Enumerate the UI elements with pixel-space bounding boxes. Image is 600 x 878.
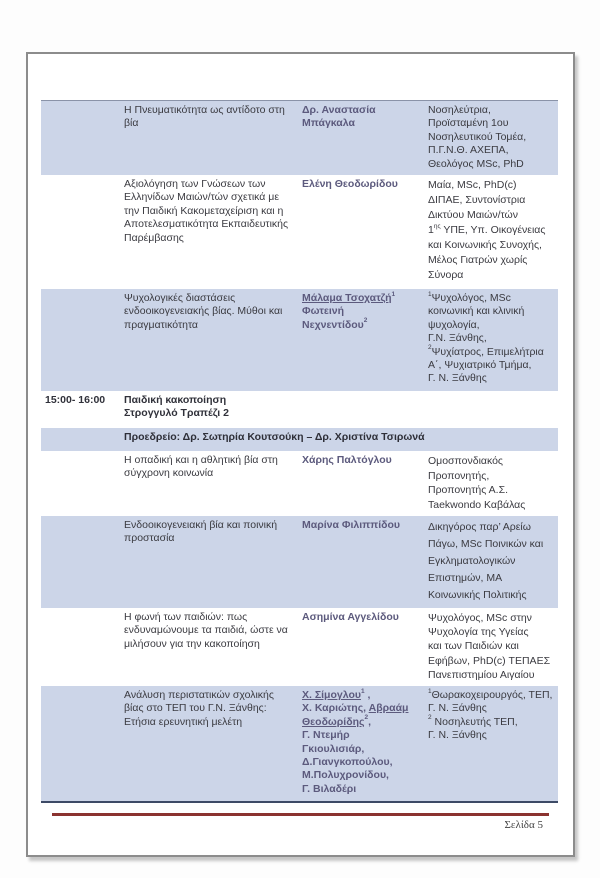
title-cell: Η οπαδική και η αθλητική βία στη σύγχρονη κοινωνία (124, 454, 278, 480)
title-cell: Προεδρείο: Δρ. Σωτηρία Κουτσούκη – Δρ. Χριστίνα Τσιρωνά (124, 431, 425, 444)
talk-row (41, 516, 558, 608)
credentials-cell: Ψυχολόγος, MSc στην Ψυχολογία της Υγείας και των Παιδιών και Εφήβων, PhD(c) ΤΕΠΑΕΣ Πανεπιστημίου Αιγαίου (428, 612, 551, 681)
credentials-cell: Νοσηλεύτρια, Προϊσταμένη 1ου Νοσηλευτικού Τομέα, Π.Γ.Ν.Θ. ΑΧΕΠΑ, Θεολόγος MSc, PhD (428, 104, 527, 170)
time-cell (41, 451, 119, 458)
document-page (26, 52, 575, 857)
speaker-cell: Μάλαμα Τσοχατζή$^1$ Φωτεινή Νεχνεντίδου$^2$ (302, 290, 396, 331)
session-row (41, 391, 558, 428)
talk-row (41, 686, 558, 801)
credentials-cell: Ομοσπονδιακός Προπονητής, Προπονητής Α.Σ. Taekwondo Καβάλας (428, 455, 526, 511)
credentials-cell: Μαία, MSc, PhD(c) ΔΙΠΑΕ, Συντονίστρια Δικτύου Μαιών/τών $1^{\eta\varsigma}$ ΥΠΕ, Υπ. Οικογένειας και Κοινωνικής Συνοχής, Μέλος Γιατρών χωρίς Σύνορα (428, 179, 546, 282)
speaker-cell: Χ. Σίμογλου$^1$ , Χ. Καριώτης, Αβραάμ Θεοδωρίδης$^2$, Γ. Ντεμήρ Γκιουλισιάρ, Δ.Γιανγκοπούλου, Μ.Πολυχρονίδου, Γ. Βιλαδέρι (302, 687, 409, 795)
speaker-cell: Μαρίνα Φιλιππίδου (302, 519, 401, 532)
title-cell: Ανάλυση περιστατικών σχολικής βίας στο ΤΕΠ του Γ.Ν. Ξάνθης: Ετήσια ερευνητική μελέτη (124, 689, 274, 728)
credentials-cell: Δικηγόρος παρ’ Αρείω Πάγω, MSc Ποινικών και Εγκληματολογικών Επιστημών, ΜΑ Κοινωνικής Πολιτικής (428, 521, 544, 602)
speaker-cell: Ασημίνα Αγγελίδου (302, 611, 399, 624)
program-table (41, 100, 558, 803)
title-cell: Αξιολόγηση των Γνώσεων των Ελληνίδων Μαιών/τών σχετικά με την Παιδική Κακομεταχείριση και η Αποτελεσματικότητα Εκπαιδευτικής Παρέμβασης (124, 178, 289, 244)
page-number: Σελίδα 5 (504, 819, 543, 831)
speaker-cell: Δρ. Αναστασία Μπάγκαλα (302, 104, 376, 130)
credentials-cell: $^1$Θωρακοχειρουργός, ΤΕΠ, Γ. Ν. Ξάνθης $^2$ Νοσηλευτής ΤΕΠ, Γ. Ν. Ξάνθης (428, 687, 553, 742)
time-cell (41, 175, 119, 182)
time-cell (41, 289, 119, 296)
time-cell (41, 101, 119, 108)
title-cell: Η φωνή των παιδιών: πως ενδυναμώνουμε τα παιδιά, ώστε να μιλήσουν για την κακοποίηση (124, 611, 288, 650)
title-cell: Παιδική κακοποίηση Στρογγυλό Τραπέζι 2 (124, 394, 229, 420)
talk-row (41, 289, 558, 391)
page-footer (52, 813, 549, 831)
talk-row (41, 101, 558, 175)
title-cell: Ψυχολογικές διαστάσεις ενδοοικογενειακής βίας. Μύθοι και πραγματικότητα (124, 292, 283, 331)
time-cell (41, 428, 119, 435)
time-cell (41, 516, 119, 523)
time-cell (41, 686, 119, 693)
time-cell: 15:00- 16:00 (45, 394, 106, 407)
title-cell: Ενδοοικογενειακή βία και ποινική προστασία (124, 519, 278, 545)
talk-row (41, 451, 558, 516)
talk-row (41, 608, 558, 686)
page-content (41, 100, 558, 803)
speaker-cell: Ελένη Θεοδωρίδου (302, 178, 398, 191)
talk-row (41, 175, 558, 289)
title-cell: Η Πνευματικότητα ως αντίδοτο στη βία (124, 104, 285, 130)
chair-row (41, 428, 558, 451)
credentials-cell: $^1$Ψυχολόγος, MSc κοινωνική και κλινική ψυχολογία, Γ.Ν. Ξάνθης, $^2$Ψυχίατρος, Επιμελήτρια Α΄, Ψυχιατρικό Τμήμα, Γ. Ν. Ξάνθης (428, 290, 544, 385)
speaker-cell: Χάρης Παλτόγλου (302, 454, 392, 467)
time-cell (41, 608, 119, 615)
